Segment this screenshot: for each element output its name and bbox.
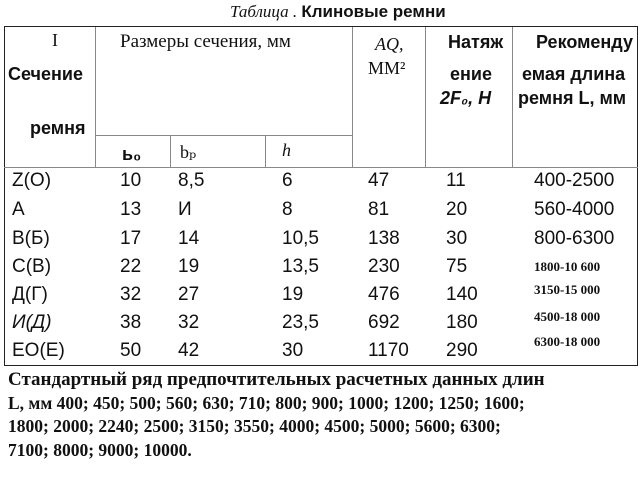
cell-section: И(Д) xyxy=(12,312,52,333)
header-bp: bₚ xyxy=(180,142,197,162)
cell-tension: 75 xyxy=(446,256,468,277)
header-b0: ь₀ xyxy=(122,144,142,164)
table-row xyxy=(0,170,640,194)
cell-section: А xyxy=(12,199,25,220)
caption-title: Клиновые ремни xyxy=(301,2,446,21)
cell-section: В(Б) xyxy=(12,228,50,249)
cell-bp: 42 xyxy=(178,340,200,361)
cell-h: 23,5 xyxy=(282,312,319,333)
cell-h: 6 xyxy=(282,170,293,191)
cell-b0: 50 xyxy=(120,340,142,361)
cell-b0: 38 xyxy=(120,312,142,333)
cell-area: 692 xyxy=(368,312,400,333)
note-line2: L, мм 400; 450; 500; 560; 630; 710; 800; 900; 1000; 1200; 1250; 1600; xyxy=(8,392,525,413)
cell-area: 230 xyxy=(368,256,400,277)
table-row xyxy=(0,228,640,252)
divider xyxy=(170,135,171,167)
header-section-line2: ремня xyxy=(30,118,86,138)
cell-length: 4500-18 000 xyxy=(534,309,601,324)
divider xyxy=(512,27,513,167)
cell-b0: 13 xyxy=(120,199,142,220)
cell-tension: 290 xyxy=(446,340,478,361)
cell-area: 1170 xyxy=(368,340,409,361)
divider xyxy=(425,27,426,167)
cell-area: 476 xyxy=(368,284,400,305)
cell-b0: 32 xyxy=(120,284,142,305)
header-h: h xyxy=(282,140,291,160)
section-mark: I xyxy=(52,30,58,50)
cell-bp: 14 xyxy=(178,228,200,249)
divider xyxy=(265,135,266,167)
divider xyxy=(95,135,352,136)
header-length-line2: емая длина xyxy=(522,64,626,84)
header-area-line1: AQ, xyxy=(375,34,404,54)
cell-length: 560-4000 xyxy=(534,199,615,220)
divider xyxy=(352,27,353,167)
cell-tension: 20 xyxy=(446,199,468,220)
cell-area: 47 xyxy=(368,170,390,191)
table-row xyxy=(0,284,640,308)
cell-b0: 17 xyxy=(120,228,142,249)
cell-tension: 180 xyxy=(446,312,478,333)
cell-bp: 27 xyxy=(178,284,200,305)
table-row xyxy=(0,199,640,223)
header-tension-line1: Натяж xyxy=(448,32,504,52)
table-row xyxy=(0,256,640,280)
cell-length: 6300-18 000 xyxy=(534,334,601,349)
cell-bp: И xyxy=(178,199,192,220)
header-length-line3: ремня L, мм xyxy=(518,88,627,108)
cell-bp: 8,5 xyxy=(178,170,205,191)
cell-h: 19 xyxy=(282,284,304,305)
note-line3: 1800; 2000; 2240; 2500; 3150; 3550; 4000; 4500; 5000; 5600; 6300; xyxy=(8,416,501,436)
header-length-line1: Рекоменду xyxy=(536,32,633,52)
cell-h: 13,5 xyxy=(282,256,319,277)
cell-area: 138 xyxy=(368,228,400,249)
note-line1 xyxy=(8,368,636,392)
cell-length: 400-2500 xyxy=(534,170,615,191)
header-tension-line2: ение xyxy=(450,64,492,84)
header-tension-line3: 2F₀, Н xyxy=(440,88,492,108)
cell-section: Д(Г) xyxy=(12,284,48,305)
table-row xyxy=(0,309,640,336)
cell-h: 8 xyxy=(282,199,293,220)
standard-lengths-note xyxy=(8,368,636,462)
cell-b0: 10 xyxy=(120,170,142,191)
table-row xyxy=(0,334,640,364)
cell-b0: 22 xyxy=(120,256,142,277)
cell-length: 1800-10 600 xyxy=(534,259,601,274)
cell-bp: 32 xyxy=(178,312,200,333)
caption-label: Таблица . xyxy=(230,2,298,21)
cell-tension: 30 xyxy=(446,228,468,249)
cell-bp: 19 xyxy=(178,256,200,277)
header-sizes: Размеры сечения, мм xyxy=(120,31,291,52)
cell-section: ЕО(Е) xyxy=(12,340,65,361)
cell-tension: 140 xyxy=(446,284,478,305)
header-section-line1: Сечение xyxy=(8,64,83,84)
divider xyxy=(4,167,638,168)
cell-length: 3150-15 000 xyxy=(534,282,601,297)
divider xyxy=(95,27,96,167)
cell-tension: 11 xyxy=(446,170,466,191)
cell-section: Z(O) xyxy=(12,170,52,191)
cell-h: 30 xyxy=(282,340,304,361)
header-area-line2: ММ² xyxy=(368,58,406,78)
cell-length: 800-6300 xyxy=(534,228,615,249)
cell-area: 81 xyxy=(368,199,390,220)
cell-h: 10,5 xyxy=(282,228,319,249)
note-line4: 7100; 8000; 9000; 10000. xyxy=(8,439,192,460)
cell-section: С(В) xyxy=(12,256,52,277)
table-caption xyxy=(230,2,446,22)
note-line1-text: Стандартный ряд предпочтительных расчетных данных длин xyxy=(8,369,545,390)
